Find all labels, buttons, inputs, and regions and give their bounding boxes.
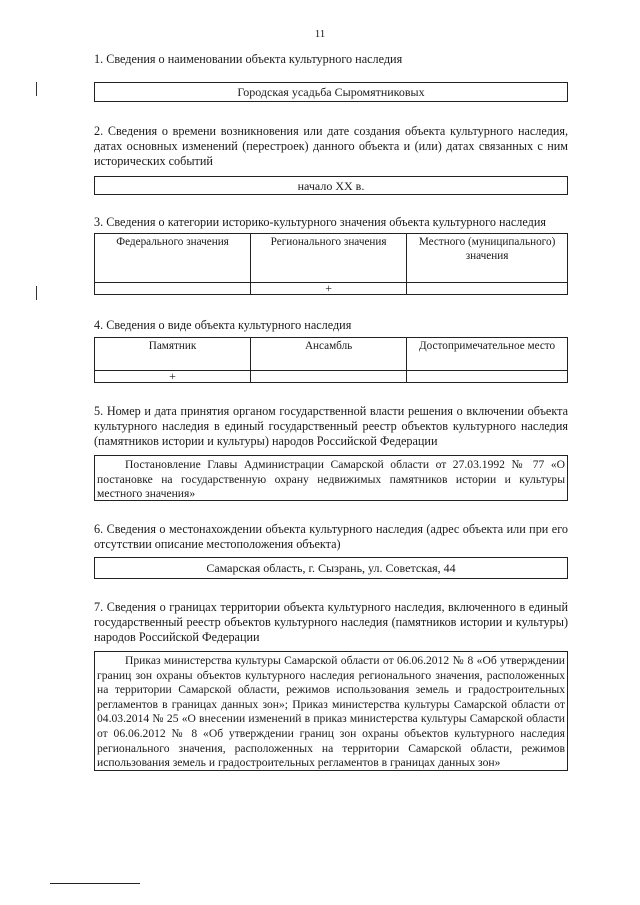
page-number: 11 [314,28,326,40]
section-6-value-box [94,557,568,579]
margin-mark [36,286,37,300]
section-6-value: Самарская область, г. Сызрань, ул. Советская, 44 [206,561,456,575]
section-7-heading: 7. Сведения о границах территории объекта культурного наследия, включенного в единый государственный реестр объектов культурного наследия (памятников истории и культуры) народов Российской Федерации [94,600,568,644]
section-2-heading: 2. Сведения о времени возникновения или дате создания объекта культурного наследия, датах основных изменений (перестроек) данного объекта и (или) датах связанных с ним исторических событий [94,124,568,168]
section-1-value-box [94,82,568,102]
category-value-local [407,283,568,295]
type-header-monument: Памятник [95,338,251,371]
section-5-heading: 5. Номер и дата принятия органом государственной власти решения о включении объекта культурного наследия в единый государственный реестр объектов культурного наследия (памятников истории и культуры) народов Российской Федерации [94,404,568,448]
category-value-federal [95,283,251,295]
category-header-regional: Регионального значения [251,234,407,283]
section-5-value-box [94,455,568,501]
type-table-value-row [95,371,568,383]
type-header-ensemble: Ансамбль [251,338,407,371]
category-table-header-row [95,234,568,283]
category-table [94,233,568,295]
section-2-value-box [94,176,568,195]
margin-mark [36,82,37,96]
type-header-landmark: Достопримечательное место [407,338,568,371]
section-7-value: Приказ министерства культуры Самарской области от 06.06.2012 № 8 «Об утверждении границ зон охраны объектов культурного наследия регионального значения, расположенных на территории Самарской области, режимов использования земель и градостроительных регламентов в границах данных зон»; Приказ министерства культуры Самарской области от 04.03.2014 № 25 «О внесении изменений в приказ министерства культуры Самарской области от 06.06.2012 № 8 «Об утверждении границ зон охраны объектов культурного наследия регионального значения, расположенных на территории Самарской области, режимов использования земель и градостроительных регламентов в границах данных зон» [97,654,565,770]
type-table [94,337,568,383]
section-7-value-box [94,651,568,771]
category-table-value-row [95,283,568,295]
section-1-value: Городская усадьба Сыромятниковых [237,85,425,99]
footnote-rule [50,883,140,884]
type-value-monument: + [95,371,251,383]
category-header-federal: Федерального значения [95,234,251,283]
section-2-value: начало XX в. [297,179,365,193]
section-5-value: Постановление Главы Администрации Самарской области от 27.03.1992 № 77 «О постановке на государственную охрану недвижимых памятников истории и культуры местного значения» [97,458,565,501]
section-6-heading: 6. Сведения о местонахождении объекта культурного наследия (адрес объекта или при его отсутствии описание местоположения объекта) [94,522,568,551]
type-table-header-row [95,338,568,371]
category-value-regional: + [251,283,407,295]
section-1-heading: 1. Сведения о наименовании объекта культурного наследия [94,52,403,66]
type-value-ensemble [251,371,407,383]
category-header-local: Местного (муниципального) значения [407,234,568,283]
type-value-landmark [407,371,568,383]
section-4-heading: 4. Сведения о виде объекта культурного наследия [94,318,352,332]
section-3-heading: 3. Сведения о категории историко-культурного значения объекта культурного наследия [94,215,546,229]
